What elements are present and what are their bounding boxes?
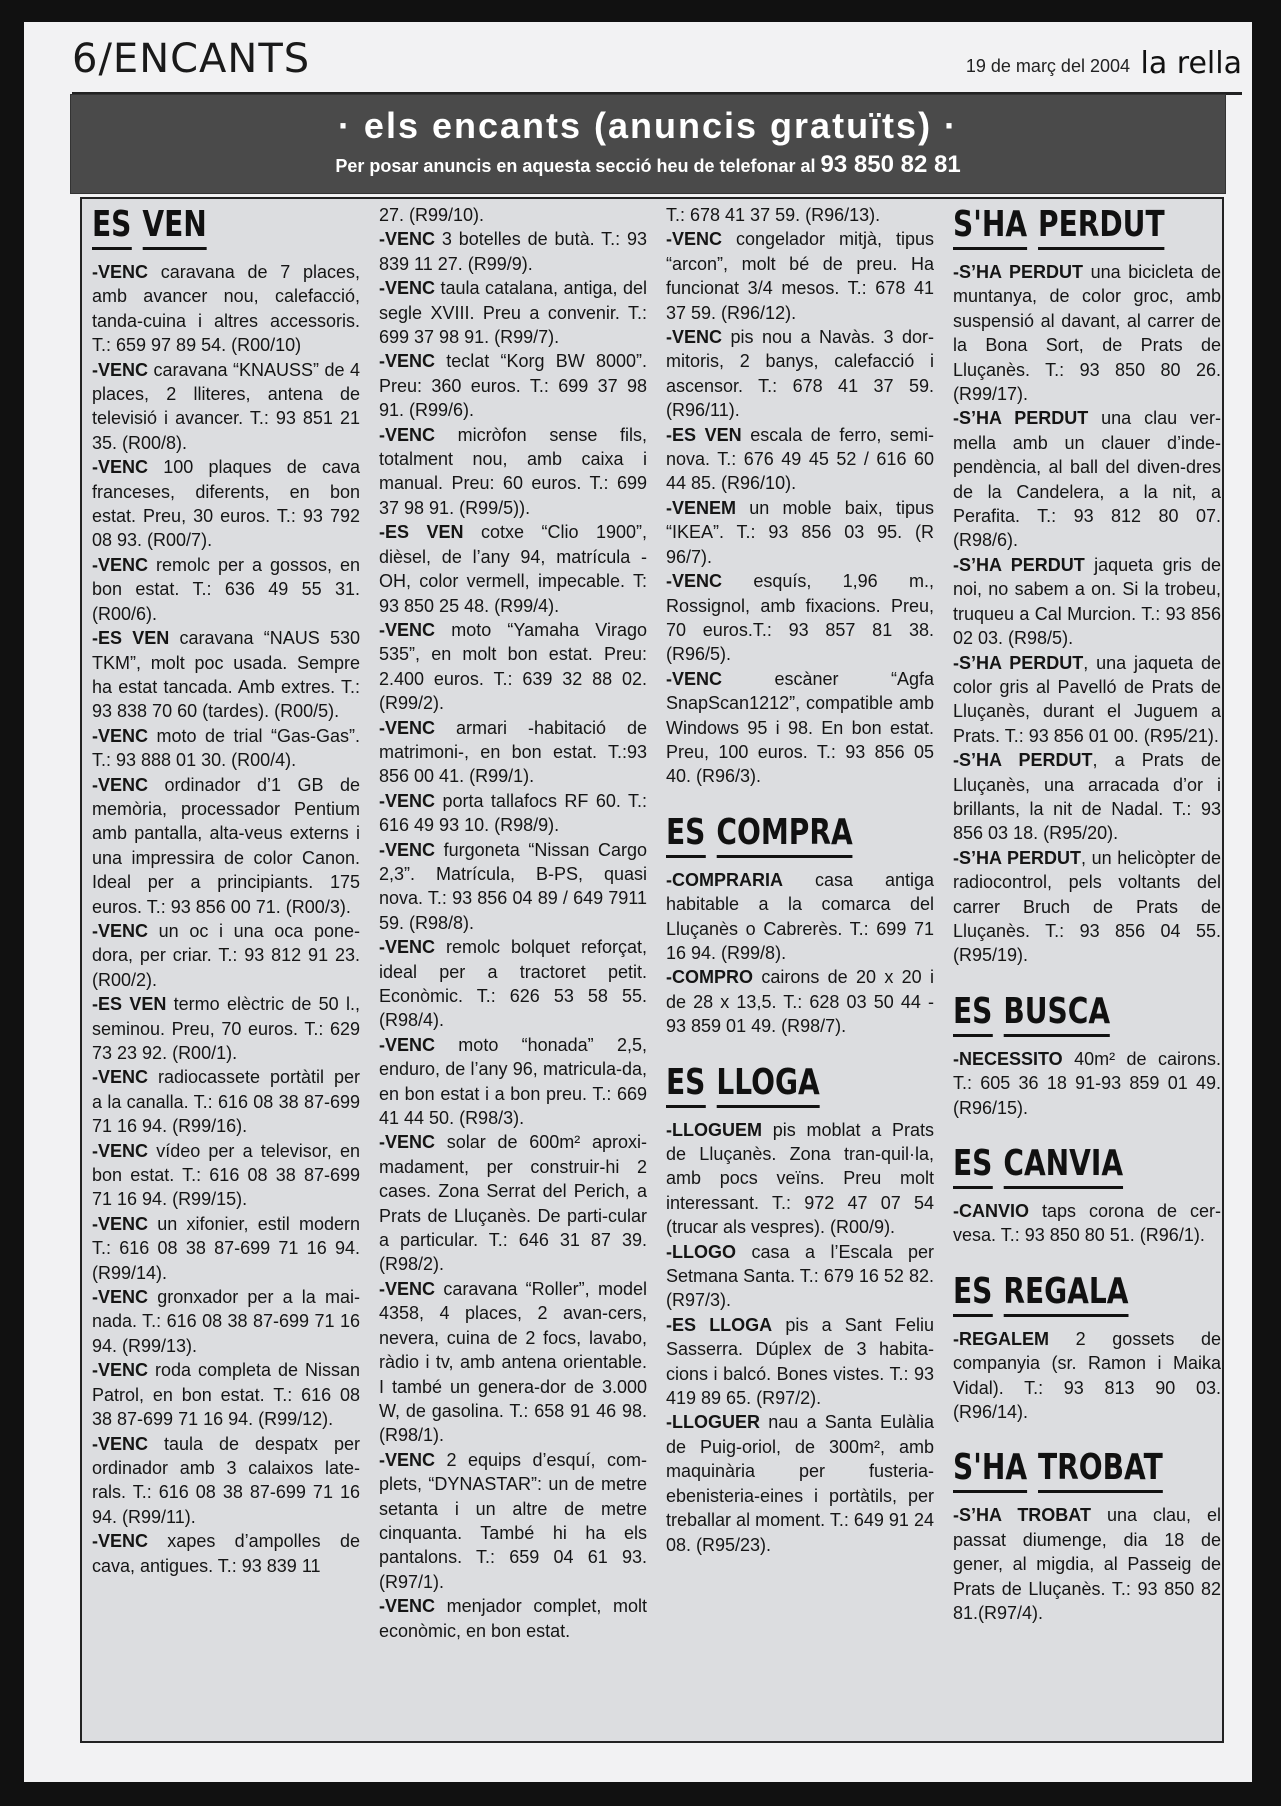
classified-ad [953, 406, 1221, 552]
ads-list [666, 1118, 934, 1557]
classified-ad [953, 651, 1221, 749]
ad-keyword: -VENC [92, 725, 149, 746]
ad-text: un xifonier, estil modern T.: 616 08 38 87-699 71 16 94. (R99/14). [92, 1213, 360, 1283]
ad-text: menjador complet, molt econòmic, en bon estat. [379, 1596, 647, 1641]
heading-word: PERDUT [1038, 203, 1165, 250]
ad-keyword: -ES VEN [666, 424, 742, 445]
ad-keyword: -ES VEN [379, 522, 464, 543]
ad-keyword: -VENC [92, 1140, 149, 1161]
classified-ad [379, 716, 647, 789]
ad-text: solar de 600m² aproxi-madament, per construir-hi 2 cases. Zona Serrat del Perich, a Prats de Lluçanès. De parti-cular a particular. T.: 646 31 87 39. (R98/2). [379, 1132, 647, 1275]
ad-keyword: -VENC [92, 457, 149, 478]
classified-ad [666, 868, 934, 966]
banner-title: · els encants (anuncis gratuïts) · [337, 105, 959, 146]
classified-ad [379, 1594, 647, 1643]
ad-text: 100 plaques de cava franceses, diferents, en bon estat. Preu, 30 euros. T.: 93 792 08 93. (R00/7). [92, 457, 360, 551]
heading-word: TROBAT [1038, 1446, 1163, 1493]
classified-ad [666, 1313, 934, 1411]
ad-text: casa antiga habitable a la comarca del Lluçanès o Cabrerès. T.: 699 71 16 94. (R99/8). [666, 869, 934, 963]
classified-ad [953, 846, 1221, 968]
newspaper-name: la rella [1140, 46, 1242, 81]
classified-ad [666, 569, 934, 667]
ad-keyword: -VENC [666, 571, 723, 592]
ad-text: T.: 678 41 37 59. (R96/13). [666, 205, 881, 225]
ad-keyword: -S’HA PERDUT [953, 408, 1089, 429]
ad-text: taps corona de cer-vesa. T.: 93 850 80 51. (R96/1). [953, 1201, 1221, 1246]
heading-word: COMPRA [716, 811, 852, 858]
ad-keyword: -VENC [666, 668, 723, 689]
ads-list [666, 868, 934, 1039]
ad-keyword: -VENC [92, 1433, 149, 1454]
banner-subtitle [71, 151, 1225, 179]
ad-text: casa a l’Escala per Setmana Santa. T.: 679 16 52 82. (R97/3). [666, 1241, 934, 1311]
ad-keyword: -VENC [92, 262, 149, 282]
ad-text: caravana “KNAUSS” de 4 places, 2 lliteres, antena de televisió i avancer. T.: 93 851 21 35. (R00/8). [92, 359, 360, 453]
ad-keyword: -VENC [379, 1278, 436, 1299]
section-name: 6/ENCANTS [72, 36, 311, 82]
ad-keyword: -VENC [379, 937, 436, 958]
heading-es-lloga [666, 1061, 875, 1108]
ad-text: 27. (R99/10). [379, 205, 485, 225]
ad-keyword: -S’HA TROBAT [953, 1505, 1091, 1526]
ad-text: termo elèctric de 50 l., seminou. Preu, 70 euros. T.: 629 73 23 92. (R00/1). [92, 994, 360, 1063]
ad-text: furgoneta “Nissan Cargo 2,3”. Matrícula, B-PS, quasi nova. T.: 93 856 04 89 / 649 7911 59. (R98/8). [379, 839, 647, 933]
classified-ad [953, 1199, 1221, 1248]
ad-text: ordinador d’1 GB de memòria, processador Pentium amb pantalla, alta-veus externs i una impressira de color Canon. Ideal per a principiants. 175 euros. T.: 93 856 00 71. (R00/3). [92, 774, 360, 917]
classified-ad [379, 423, 647, 521]
classified-ad [92, 1285, 360, 1358]
classified-ad [666, 203, 934, 227]
column-1 [92, 203, 360, 1578]
ad-text: , a Prats de Lluçanès, una arracada d’or i brillants, la nit de Nadal. T.: 93 856 03 18. (R95/20). [953, 750, 1221, 844]
ad-text: , una jaqueta de color gris al Pavelló de Prats de Lluçanès, durant el Juguem a Prats. T.: 93 856 01 00. (R95/21). [953, 652, 1221, 746]
ad-text: nau a Santa Eulàlia de Puig-oriol, de 300m², amb maquinària per fusteria-ebenisteria-eines i portàtils, per treballar al moment. T.: 649 91 24 08. (R95/23). [666, 1412, 934, 1555]
ad-text: 2 gossets de companyia (sr. Ramon i Maika Vidal). T.: 93 813 90 03. (R96/14). [953, 1328, 1221, 1423]
ad-text: , un helicòpter de radiocontrol, pels voltants del carrer Bruch de Prats de Lluçanès. T.: 93 856 04 55. (R95/19). [953, 847, 1221, 966]
heading-word: ES [666, 811, 705, 858]
ad-keyword: -VENC [92, 920, 149, 941]
classified-ad [666, 227, 934, 325]
ad-keyword: -ES LLOGA [666, 1314, 773, 1335]
column-3 [666, 203, 934, 1557]
classified-ad [92, 626, 360, 724]
ad-text: moto de trial “Gas-Gas”. T.: 93 888 01 30. (R00/4). [92, 725, 360, 771]
classified-ad [379, 1277, 647, 1448]
heading-es-busca [953, 990, 1162, 1037]
ad-text: un oc i una oca pone-dora, per criar. T.: 93 812 91 23. (R00/2). [92, 920, 360, 990]
classified-ad [666, 667, 934, 789]
classified-ad [92, 455, 360, 553]
ad-text: moto “honada” 2,5, enduro, de l’any 96, matricula-da, en bon estat i a bon preu. T.: 669 41 44 50. (R98/3). [379, 1034, 647, 1129]
heading-word: ES [953, 1270, 992, 1317]
ad-keyword: -VENC [379, 790, 436, 811]
classified-ad [666, 1118, 934, 1240]
banner-phone: 93 850 82 81 [820, 151, 961, 178]
heading-word: S'HA [953, 203, 1027, 250]
ad-text: moto “Yamaha Virago 535”, en molt bon estat. Preu: 2.400 euros. T.: 639 32 88 02. (R99/2). [379, 619, 647, 714]
column-2 [379, 203, 647, 1643]
classified-ad [666, 325, 934, 423]
classified-ad [379, 838, 647, 936]
ad-text: 40m² de cairons. T.: 605 36 18 91-93 859 01 49. (R96/15). [953, 1048, 1221, 1118]
ads-list [666, 203, 934, 789]
ad-text: 3 botelles de butà. T.: 93 839 11 27. (R99/9). [379, 229, 647, 274]
ad-text: caravana “Roller”, model 4358, 4 places, 2 avan-cers, nevera, cuina de 2 focs, lavabo, ràdio i tv, amb antena orientable. I també un genera-dor de 3.000 W, de gasolina. T.: 658 91 46 98. (R98/1). [379, 1278, 647, 1446]
ad-keyword: -VENC [379, 351, 436, 372]
ad-text: micròfon sense fils, totalment nou, amb caixa i manual. Preu: 60 euros. T.: 699 37 98 91. (R99/5)). [379, 424, 647, 518]
ad-keyword: -VENC [92, 1531, 149, 1552]
classified-ad [379, 935, 647, 1033]
classified-ad [666, 496, 934, 569]
classified-ad [953, 260, 1221, 406]
ads-list [92, 260, 360, 1578]
ad-keyword: -ES VEN [92, 994, 167, 1015]
heading-word: LLOGA [716, 1061, 819, 1108]
classified-ad [379, 789, 647, 838]
ad-keyword: -LLOGUER [666, 1412, 760, 1433]
ad-keyword: -VENEM [666, 497, 737, 518]
ad-text: escàner “Agfa SnapScan1212”, compatible amb Windows 95 i 98. En bon estat. Preu, 100 euros. T.: 93 856 05 40. (R96/3). [666, 668, 934, 787]
ad-text: armari -habitació de matrimoni-, en bon estat. T.:93 856 00 41. (R99/1). [379, 717, 647, 787]
ad-keyword: -S’HA PERDUT [953, 847, 1081, 868]
ad-keyword: -LLOGUEM [666, 1119, 762, 1140]
newspaper-page [24, 22, 1252, 1782]
classified-ad [379, 1130, 647, 1276]
banner-subtitle-text: Per posar anuncis en aquesta secció heu de telefonar al [335, 156, 816, 176]
classified-ad [92, 773, 360, 919]
ad-text: pis moblat a Prats de Lluçanès. Zona tran-quil·la, amb pocs veïns. Preu molt interessant. T.: 972 47 07 54 (trucar als vespres). (R00/9). [666, 1119, 934, 1238]
ad-text: radiocassete portàtil per a la canalla. T.: 616 08 38 87-699 71 16 94. (R99/16). [92, 1067, 360, 1137]
classified-ad [953, 1047, 1221, 1120]
classified-ad [379, 1448, 647, 1594]
ad-keyword: -VENC [379, 1596, 436, 1617]
ads-list [953, 260, 1221, 968]
ad-keyword: -S’HA PERDUT [953, 262, 1083, 282]
classified-ad [92, 1139, 360, 1212]
ad-text: cairons de 20 x 20 i de 28 x 13,5. T.: 628 03 50 44 - 93 859 01 49. (R98/7). [666, 967, 934, 1037]
ad-keyword: -COMPRO [666, 967, 753, 988]
classified-ad [953, 748, 1221, 846]
ad-keyword: -ES VEN [92, 628, 170, 649]
section-banner [70, 94, 1226, 194]
ad-keyword: -VENC [379, 1132, 436, 1153]
heading-word: ES [953, 1142, 992, 1189]
ad-text: taula de despatx per ordinador amb 3 calaixos late-rals. T.: 616 08 38 87-699 71 16 94. (R99/11). [92, 1433, 360, 1527]
heading-es-regala [953, 1270, 1162, 1317]
ad-keyword: -S’HA PERDUT [953, 554, 1085, 575]
heading-word: ES [92, 203, 131, 250]
heading-word: ES [953, 990, 992, 1037]
classified-ad [666, 1410, 934, 1556]
ad-keyword: -VENC [379, 717, 436, 738]
ad-text: esquís, 1,96 m., Rossignol, amb fixacions. Preu, 70 euros.T.: 93 857 81 38. (R96/5). [666, 571, 934, 665]
ad-text: jaqueta gris de noi, no sabem a on. Si la trobeu, truqueu a Cal Murcion. T.: 93 856 02 03. (R98/5). [953, 554, 1221, 649]
heading-es-compra [666, 811, 875, 858]
classifieds-box [80, 197, 1224, 1743]
heading-word: BUSCA [1003, 990, 1110, 1037]
classified-ad [92, 919, 360, 992]
ad-text: escala de ferro, semi-nova. T.: 676 49 45 52 / 616 60 44 85. (R96/10). [666, 424, 934, 494]
classified-ad [666, 1240, 934, 1313]
ad-keyword: -VENC [92, 359, 149, 380]
ad-text: 2 equips d’esquí, com-plets, “DYNASTAR”: un de metre setanta i un altre de metre cinquanta. També hi ha els pantalons. T.: 659 04 61 93. (R97/1). [379, 1449, 647, 1592]
heading-word: ES [666, 1061, 705, 1108]
classified-ad [666, 965, 934, 1038]
classified-ad [379, 227, 647, 276]
ad-keyword: -VENC [379, 229, 436, 250]
ad-text: una bicicleta de muntanya, de color groc, amb suspensió al davant, al carrer de la Bona Sort, de Prats de Lluçanès. T.: 93 850 80 26. (R99/17). [953, 262, 1221, 405]
classified-ad [92, 1432, 360, 1530]
classified-ad [92, 1358, 360, 1431]
heading-sha-perdut [953, 203, 1165, 250]
ad-keyword: -S’HA PERDUT [953, 750, 1093, 771]
ad-text: un moble baix, tipus “IKEA”. T.: 93 856 03 95. (R 96/7). [666, 497, 934, 567]
classified-ad [379, 203, 647, 227]
classified-ad [953, 553, 1221, 651]
classified-ad [953, 1327, 1221, 1425]
classified-ad [953, 1503, 1221, 1625]
ad-keyword: -VENC [379, 1449, 436, 1470]
ad-keyword: -VENC [92, 1287, 149, 1308]
ad-text: pis a Sant Feliu Sasserra. Dúplex de 3 habita-cions i balcó. Bones vistes. T.: 93 419 89 65. (R97/2). [666, 1314, 934, 1409]
ad-keyword: -S’HA PERDUT [953, 652, 1084, 673]
classified-ad [92, 553, 360, 626]
ad-keyword: -REGALEM [953, 1328, 1049, 1349]
ad-text: xapes d’ampolles de cava, antigues. T.: 93 839 11 [92, 1531, 360, 1576]
classified-ad [92, 724, 360, 773]
ad-text: congelador mitjà, tipus “arcon”, molt bé de preu. Ha funcionat 3/4 mesos. T.: 678 41 37 59. (R96/12). [666, 229, 934, 323]
ad-keyword: -VENC [379, 839, 436, 860]
ad-keyword: -COMPRARIA [666, 869, 783, 890]
heading-word: REGALA [1003, 1270, 1128, 1317]
classified-ad [92, 358, 360, 456]
ads-list [953, 1327, 1221, 1425]
ad-keyword: -VENC [379, 619, 436, 640]
ad-keyword: -VENC [379, 1034, 436, 1055]
classified-ad [92, 260, 360, 358]
ad-keyword: -VENC [666, 229, 723, 250]
ads-list [379, 203, 647, 1643]
ad-keyword: -VENC [92, 774, 149, 795]
issue-date: 19 de març del 2004 [965, 56, 1130, 76]
ad-text: caravana de 7 places, amb avancer nou, calefacció, tanda-cuina i altres accessoris. T.: 659 97 89 54. (R00/10) [92, 262, 360, 356]
ad-keyword: -LLOGO [666, 1241, 736, 1262]
ad-keyword: -VENC [92, 1360, 149, 1381]
heading-word: S'HA [953, 1446, 1027, 1493]
ads-list [953, 1503, 1221, 1625]
classified-ad [92, 1065, 360, 1138]
column-4 [953, 203, 1221, 1625]
classified-ad [379, 618, 647, 716]
classified-ad [379, 1033, 647, 1131]
heading-word: VEN [142, 203, 206, 250]
classified-ad [666, 423, 934, 496]
classified-ad [379, 520, 647, 618]
classified-ad [379, 349, 647, 422]
ads-list [953, 1047, 1221, 1120]
classified-ad [379, 276, 647, 349]
ad-text: teclat “Korg BW 8000”. Preu: 360 euros. T.: 699 37 98 91. (R99/6). [379, 351, 647, 421]
ad-keyword: -VENC [666, 327, 723, 348]
ad-keyword: -VENC [92, 1213, 149, 1234]
classified-ad [92, 1529, 360, 1578]
heading-word: CANVIA [1003, 1142, 1123, 1189]
ad-text: remolc per a gossos, en bon estat. T.: 636 49 55 31. (R00/6). [92, 554, 360, 624]
ad-keyword: -VENC [379, 278, 436, 299]
ad-text: roda completa de Nissan Patrol, en bon estat. T.: 616 08 38 87-699 71 16 94. (R99/12). [92, 1360, 360, 1430]
ad-keyword: -VENC [92, 554, 149, 575]
heading-es-canvia [953, 1142, 1162, 1189]
heading-es-ven [92, 203, 301, 250]
ad-keyword: -CANVIO [953, 1201, 1029, 1221]
ad-keyword: -NECESSITO [953, 1048, 1063, 1069]
classified-ad [92, 1212, 360, 1285]
ad-text: vídeo per a televisor, en bon estat. T.: 616 08 38 87-699 71 16 94. (R99/15). [92, 1140, 360, 1210]
ad-text: pis nou a Navàs. 3 dor-mitoris, 2 banys, calefacció i ascensor. T.: 678 41 37 59. (R96/11). [666, 327, 934, 421]
ad-text: una clau ver-mella amb un clauer d’inde-pendència, al ball del diven-dres de la Candelera, a la nit, a Perafita. T.: 93 812 80 07. (R98/6). [953, 408, 1221, 551]
ad-keyword: -VENC [379, 424, 436, 445]
classified-ad [92, 992, 360, 1065]
ads-list [953, 1199, 1221, 1248]
masthead [72, 32, 1242, 95]
ad-text: gronxador per a la mai-nada. T.: 616 08 38 87-699 71 16 94. (R99/13). [92, 1287, 360, 1356]
ad-text: cotxe “Clio 1900”, dièsel, de l’any 94, matrícula -OH, color vermell, impecable. T: 93 850 25 48. (R99/4). [379, 522, 647, 616]
ad-text: caravana “NAUS 530 TKM”, molt poc usada. Sempre ha estat tancada. Amb extres. T.: 93 838 70 60 (tardes). (R00/5). [92, 628, 360, 722]
ad-text: remolc bolquet reforçat, ideal per a tractoret petit. Econòmic. T.: 626 53 58 55. (R98/4). [379, 937, 647, 1031]
heading-sha-trobat [953, 1446, 1162, 1493]
ad-keyword: -VENC [92, 1067, 149, 1088]
ad-text: una clau, el passat diumenge, dia 18 de gener, al migdia, al Passeig de Prats de Lluçanès. T.: 93 850 82 81.(R97/4). [953, 1505, 1221, 1624]
ad-text: porta tallafocs RF 60. T.: 616 49 93 10. (R98/9). [379, 790, 647, 836]
ad-text: taula catalana, antiga, del segle XVIII. Preu a convenir. T.: 699 37 98 91. (R99/7). [379, 278, 647, 348]
